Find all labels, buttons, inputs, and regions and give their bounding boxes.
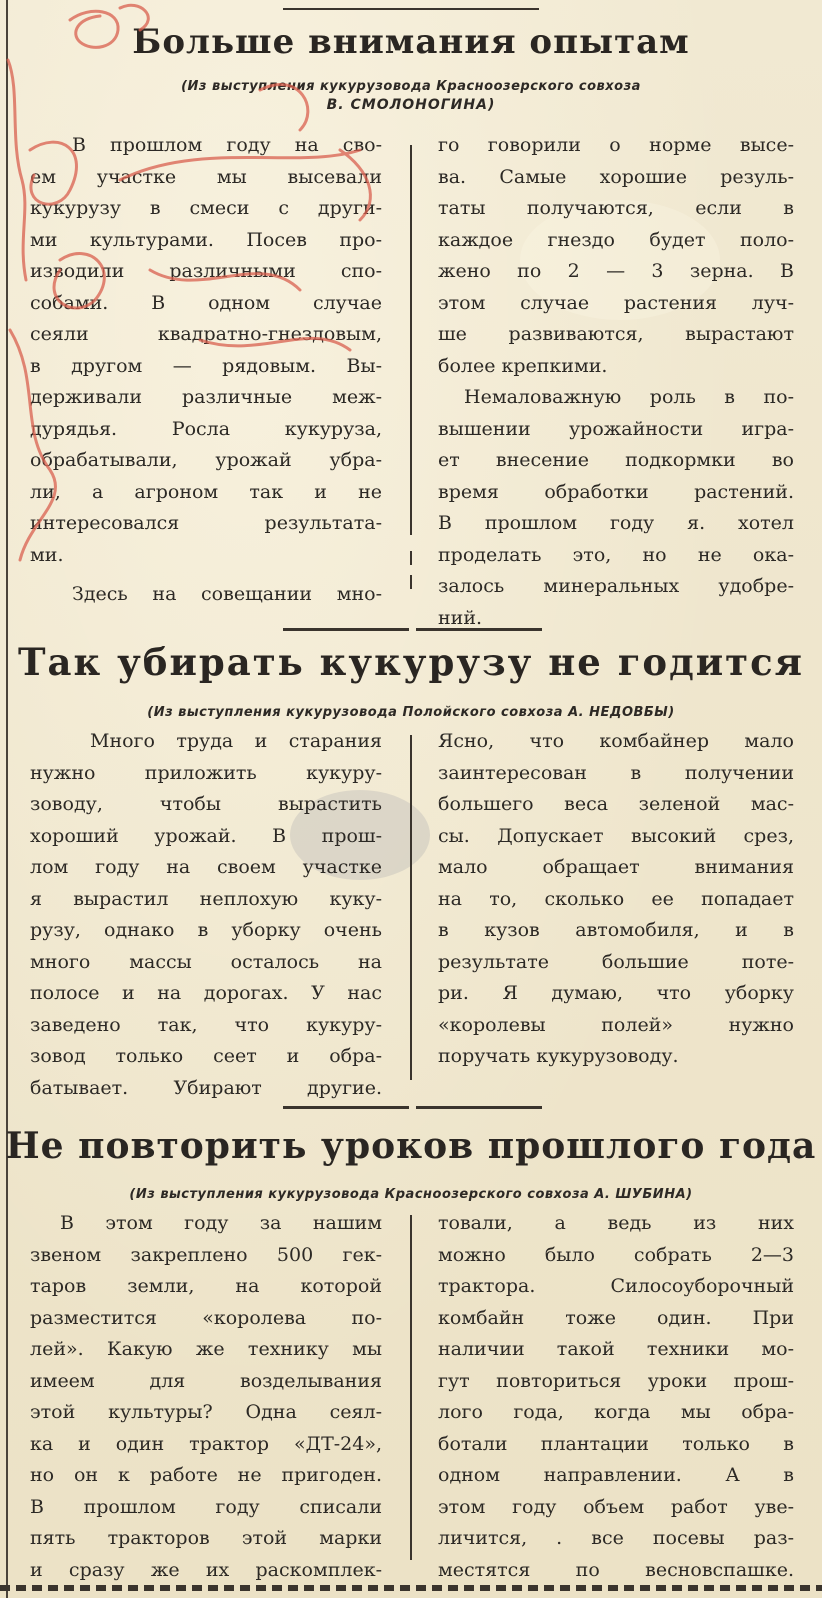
text-line: имеем для возделывания [30, 1369, 382, 1392]
text-line: этом году объем работ уве- [438, 1495, 794, 1518]
text-line: нужно приложить кукуру- [30, 761, 382, 784]
text-line: ботали плантации только в [438, 1432, 794, 1455]
top-rule [283, 8, 539, 10]
article-1-title: Больше внимания опытам [132, 22, 690, 62]
text-line: я вырастил неплохую куку- [30, 887, 382, 910]
text-line: сеяли квадратно-гнездовым, [30, 323, 382, 345]
text-line: в кузов автомобиля, и в [438, 919, 794, 941]
text-line: ет внесение подкормки во [438, 449, 794, 471]
text-line: лом году на своем участке [30, 856, 382, 878]
article-1-right-column [438, 130, 794, 634]
article-2-right-column [438, 726, 794, 1073]
text-line: держивали различные меж- [30, 386, 382, 408]
text-line: ми. [30, 543, 64, 566]
text-line: на то, сколько ее попадает [438, 887, 794, 910]
text-line: Здесь на совещании мно- [72, 583, 382, 605]
text-line: кукурузу в смеси с други- [30, 197, 382, 219]
section-separator [283, 628, 409, 631]
column-divider [410, 735, 412, 1080]
text-line: В прошлом году на сво- [72, 134, 382, 156]
text-line: звеном закреплено 500 гек- [30, 1243, 382, 1266]
text-line: ри. Я думаю, что уборку [438, 982, 794, 1004]
article-2-left-column [30, 726, 382, 1104]
article-3-left-column [30, 1208, 382, 1586]
article-1-byline-author: В. СМОЛОНОГИНА) [326, 97, 496, 113]
text-line: местятся по весновспашке. [438, 1558, 794, 1581]
text-line: проделать это, но не ока- [438, 543, 794, 566]
article-3-title: Не повторить уроков прошлого года [5, 1125, 817, 1167]
text-line: «королевы полей» нужно [438, 1013, 794, 1036]
text-line: много массы осталось на [30, 950, 382, 973]
text-line: сы. Допускает высокий срез, [438, 824, 794, 847]
text-line: этой культуры? Одна сеял- [30, 1401, 382, 1423]
text-line: В прошлом году я. хотел [438, 512, 794, 534]
section-separator [283, 1106, 409, 1109]
text-line: ше развиваются, вырастают [438, 323, 794, 345]
text-line: Немаловажную роль в по- [464, 386, 794, 408]
text-line: этом случае растения луч- [438, 291, 794, 314]
bottom-dotted-rule [0, 1585, 822, 1591]
text-line: лей». Какую же технику мы [30, 1338, 382, 1360]
text-line: заинтересован в получении [438, 761, 794, 784]
text-line: наличии такой техники мо- [438, 1338, 794, 1360]
text-line: рузу, однако в уборку очень [30, 919, 382, 941]
text-line: В прошлом году списали [30, 1495, 382, 1518]
text-line: ми культурами. Посев про- [30, 228, 382, 251]
text-line: каждое гнездо будет поло- [438, 228, 794, 251]
text-line: трактора. Силосоуборочный [438, 1275, 794, 1297]
text-line: и сразу же их раскомплек- [30, 1558, 382, 1581]
text-line: ний. [438, 606, 483, 629]
text-line: Много труда и старания [90, 730, 382, 752]
text-line: хороший урожай. В прош- [30, 824, 382, 847]
text-line: личится, . все посевы раз- [438, 1527, 794, 1549]
text-line: изводили различными спо- [30, 260, 382, 282]
article-2-byline: (Из выступления кукурузовода Полойского совхоза А. НЕДОВБЫ) [147, 705, 675, 720]
text-line: обрабатывали, урожай убра- [30, 449, 382, 471]
text-line: Ясно, что комбайнер мало [438, 730, 794, 752]
text-line: результате большие поте- [438, 950, 794, 973]
text-line: батывает. Убирают другие. [30, 1076, 382, 1099]
article-2-title: Так убирать кукурузу не годится [18, 640, 804, 684]
text-line: мало обращает внимания [438, 856, 794, 878]
left-column-rule [6, 0, 8, 1598]
text-line: таров земли, на которой [30, 1275, 382, 1297]
text-line: большего веса зеленой мас- [438, 793, 794, 815]
column-divider [410, 145, 412, 535]
article-3-right-column [438, 1208, 794, 1586]
text-line: ли, а агроном так и не [30, 480, 382, 503]
text-line: ва. Самые хорошие резуль- [438, 165, 794, 188]
text-line: время обработки растений. [438, 480, 794, 503]
text-line: зоводу, чтобы вырастить [30, 793, 382, 815]
text-line: собами. В одном случае [30, 291, 382, 314]
text-line: заведено так, что кукуру- [30, 1013, 382, 1036]
text-line: более крепкими. [438, 354, 608, 377]
text-line: ка и один трактор «ДТ-24», [30, 1432, 382, 1455]
text-line: полосе и на дорогах. У нас [30, 982, 382, 1004]
text-line: В этом году за нашим [60, 1212, 382, 1234]
text-line: таты получаются, если в [438, 197, 794, 219]
text-line: можно было собрать 2—3 [438, 1243, 794, 1266]
section-separator [416, 1106, 542, 1109]
text-line: залось минеральных удобре- [438, 575, 794, 597]
text-line: гут повториться уроки прош- [438, 1369, 794, 1392]
column-divider-tick [410, 575, 412, 589]
text-line: в другом — рядовым. Вы- [30, 354, 382, 377]
article-1-left-column [30, 130, 382, 611]
text-line: зовод только сеет и обра- [30, 1045, 382, 1067]
article-1-byline [0, 79, 822, 113]
text-line: но он к работе не пригоден. [30, 1464, 382, 1486]
text-line: одном направлении. А в [438, 1464, 794, 1486]
text-line: вышении урожайности игра- [438, 417, 794, 440]
article-3-byline: (Из выступления кукурузовода Красноозерского совхоза А. ШУБИНА) [129, 1187, 693, 1202]
text-line: интересовался результата- [30, 512, 382, 534]
text-line: ем участке мы высевали [30, 165, 382, 188]
column-divider-tick [410, 551, 412, 565]
article-1-byline-line1: (Из выступления кукурузовода Красноозерского совхоза [181, 79, 641, 94]
text-line: поручать кукурузоводу. [438, 1045, 679, 1067]
section-separator [416, 628, 542, 631]
text-line: дурядья. Росла кукуруза, [30, 417, 382, 440]
text-line: лого года, когда мы обра- [438, 1401, 794, 1423]
text-line: жено по 2 — 3 зерна. В [438, 260, 794, 282]
text-line: товали, а ведь из них [438, 1212, 794, 1234]
column-divider [410, 1215, 412, 1560]
text-line: разместится «королева по- [30, 1306, 382, 1329]
text-line: комбайн тоже один. При [438, 1306, 794, 1329]
text-line: пять тракторов этой марки [30, 1527, 382, 1549]
text-line: го говорили о норме высе- [438, 134, 794, 156]
